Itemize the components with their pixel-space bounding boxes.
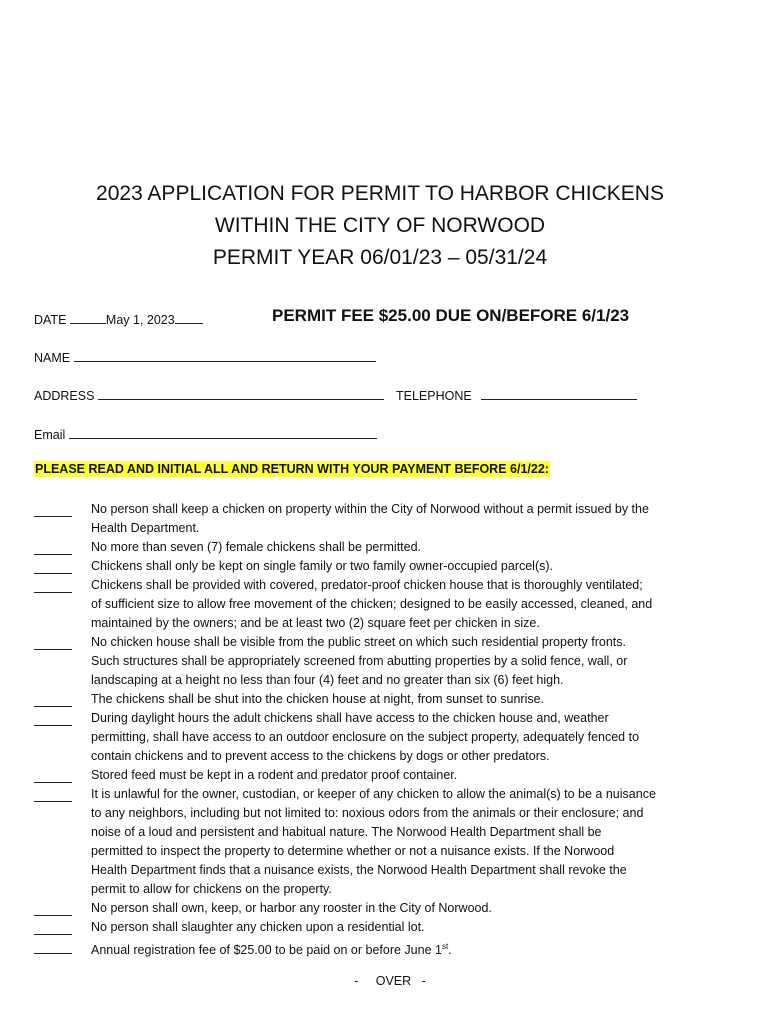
document-title [0, 178, 760, 274]
address-field[interactable] [98, 387, 384, 400]
rule-text-line: No person shall keep a chicken on property within the City of Norwood without a permit issued by the [91, 502, 649, 516]
rule-4 [91, 576, 731, 633]
rule-text-line: permitted to inspect the property to determine whether or not a nuisance exists. If the Norwood [91, 844, 615, 858]
rule-text-line: contain chickens and to prevent access to the chickens by dogs or other predators. [91, 749, 550, 763]
email-field[interactable] [69, 426, 377, 439]
address-row [34, 387, 384, 403]
initial-blank[interactable] [34, 934, 72, 935]
superscript: st [441, 942, 449, 951]
rule-text-line: noise of a loud and persistent and habitual nature. The Norwood Health Department shall be [91, 825, 602, 839]
initial-blank[interactable] [34, 649, 72, 650]
rule-text-line: of sufficient size to allow free movement of the chicken; designed to be easily accessed, cleaned, and [91, 597, 653, 611]
rule-text-line: Chickens shall only be kept on single family or two family owner-occupied parcel(s). [91, 559, 554, 573]
rule-text-line: landscaping at a height no less than four (4) feet and no greater than six (6) feet high. [91, 673, 564, 687]
instruction-highlight: PLEASE READ AND INITIAL ALL AND RETURN WITH YOUR PAYMENT BEFORE 6/1/22: [35, 462, 549, 476]
name-label: NAME [34, 351, 71, 365]
rule-text-line: permitting, shall have access to an outdoor enclosure on the subject property, adequately fenced to [91, 730, 640, 744]
name-row [34, 349, 376, 365]
permit-fee-notice: PERMIT FEE $25.00 DUE ON/BEFORE 6/1/23 [272, 306, 630, 325]
rule-text-line: It is unlawful for the owner, custodian, or keeper of any chicken to allow the animal(s) to be a nuisance [91, 787, 656, 801]
initial-blank[interactable] [34, 782, 72, 783]
rule-text-line: No more than seven (7) female chickens shall be permitted. [91, 540, 422, 554]
rule-text: Annual registration fee of $25.00 to be paid on or before June 1 [91, 943, 442, 958]
telephone-field[interactable] [481, 387, 637, 400]
rule-11 [91, 918, 731, 937]
rule-text-line: maintained by the owners; and be at least two (2) square feet per chicken in size. [91, 616, 540, 630]
rule-6 [91, 690, 731, 709]
rule-text-line: No person shall slaughter any chicken upon a residential lot. [91, 920, 425, 934]
rule-text-line: to any neighbors, including but not limited to: noxious odors from the animals or their enclosure; and [91, 806, 644, 820]
rule-text-line: Stored feed must be kept in a rodent and predator proof container. [91, 768, 458, 782]
rule-7 [91, 709, 731, 766]
rule-8 [91, 766, 731, 785]
initial-blank[interactable] [34, 573, 72, 574]
over-footer: - OVER - [354, 974, 426, 988]
rule-10 [91, 899, 731, 918]
rule-text-line: Chickens shall be provided with covered, predator-proof chicken house that is thoroughly ventilated; [91, 578, 643, 592]
date-label: DATE [34, 313, 67, 327]
initial-blank[interactable] [34, 953, 72, 954]
date-blank-end[interactable] [175, 311, 203, 324]
name-field[interactable] [74, 349, 376, 362]
initial-blank[interactable] [34, 516, 72, 517]
email-row [34, 426, 377, 442]
rule-9 [91, 785, 731, 899]
rule-text-line: No chicken house shall be visible from the public street on which such residential property fronts. [91, 635, 626, 649]
date-row [34, 311, 203, 327]
initial-blank[interactable] [34, 554, 72, 555]
rule-5 [91, 633, 731, 690]
title-line-3: PERMIT YEAR 06/01/23 – 05/31/24 [212, 246, 548, 269]
email-label: Email [34, 428, 66, 442]
rule-text-end: . [448, 943, 452, 958]
rule-text-line: During daylight hours the adult chickens shall have access to the chicken house and, weather [91, 711, 609, 725]
rule-12 [91, 937, 731, 960]
initial-blank[interactable] [34, 592, 72, 593]
rule-text-line: permit to allow for chickens on the property. [91, 882, 332, 896]
rule-text-line: The chickens shall be shut into the chicken house at night, from sunset to sunrise. [91, 692, 545, 706]
telephone-row [396, 387, 637, 403]
address-label: ADDRESS [34, 389, 95, 403]
rule-text-line: Health Department finds that a nuisance exists, the Norwood Health Department shall revoke the [91, 863, 627, 877]
title-line-2: WITHIN THE CITY OF NORWOOD [214, 214, 546, 237]
initial-blank[interactable] [34, 801, 72, 802]
date-value[interactable]: May 1, 2023 [105, 313, 175, 327]
telephone-label: TELEPHONE [396, 389, 472, 403]
rule-text-line: Such structures shall be appropriately screened from abutting properties by a solid fence, wall, or [91, 654, 628, 668]
rule-text-line: No person shall own, keep, or harbor any rooster in the City of Norwood. [91, 901, 492, 915]
title-line-1: 2023 APPLICATION FOR PERMIT TO HARBOR CHICKENS [96, 182, 664, 205]
rule-2 [91, 538, 731, 557]
date-blank[interactable] [70, 311, 106, 324]
initial-blank[interactable] [34, 706, 72, 707]
rule-3 [91, 557, 731, 576]
rule-text-line [91, 937, 731, 960]
initial-blank[interactable] [34, 915, 72, 916]
initial-blank[interactable] [34, 725, 72, 726]
rule-text-line: Health Department. [91, 521, 200, 535]
rule-1 [91, 500, 731, 538]
